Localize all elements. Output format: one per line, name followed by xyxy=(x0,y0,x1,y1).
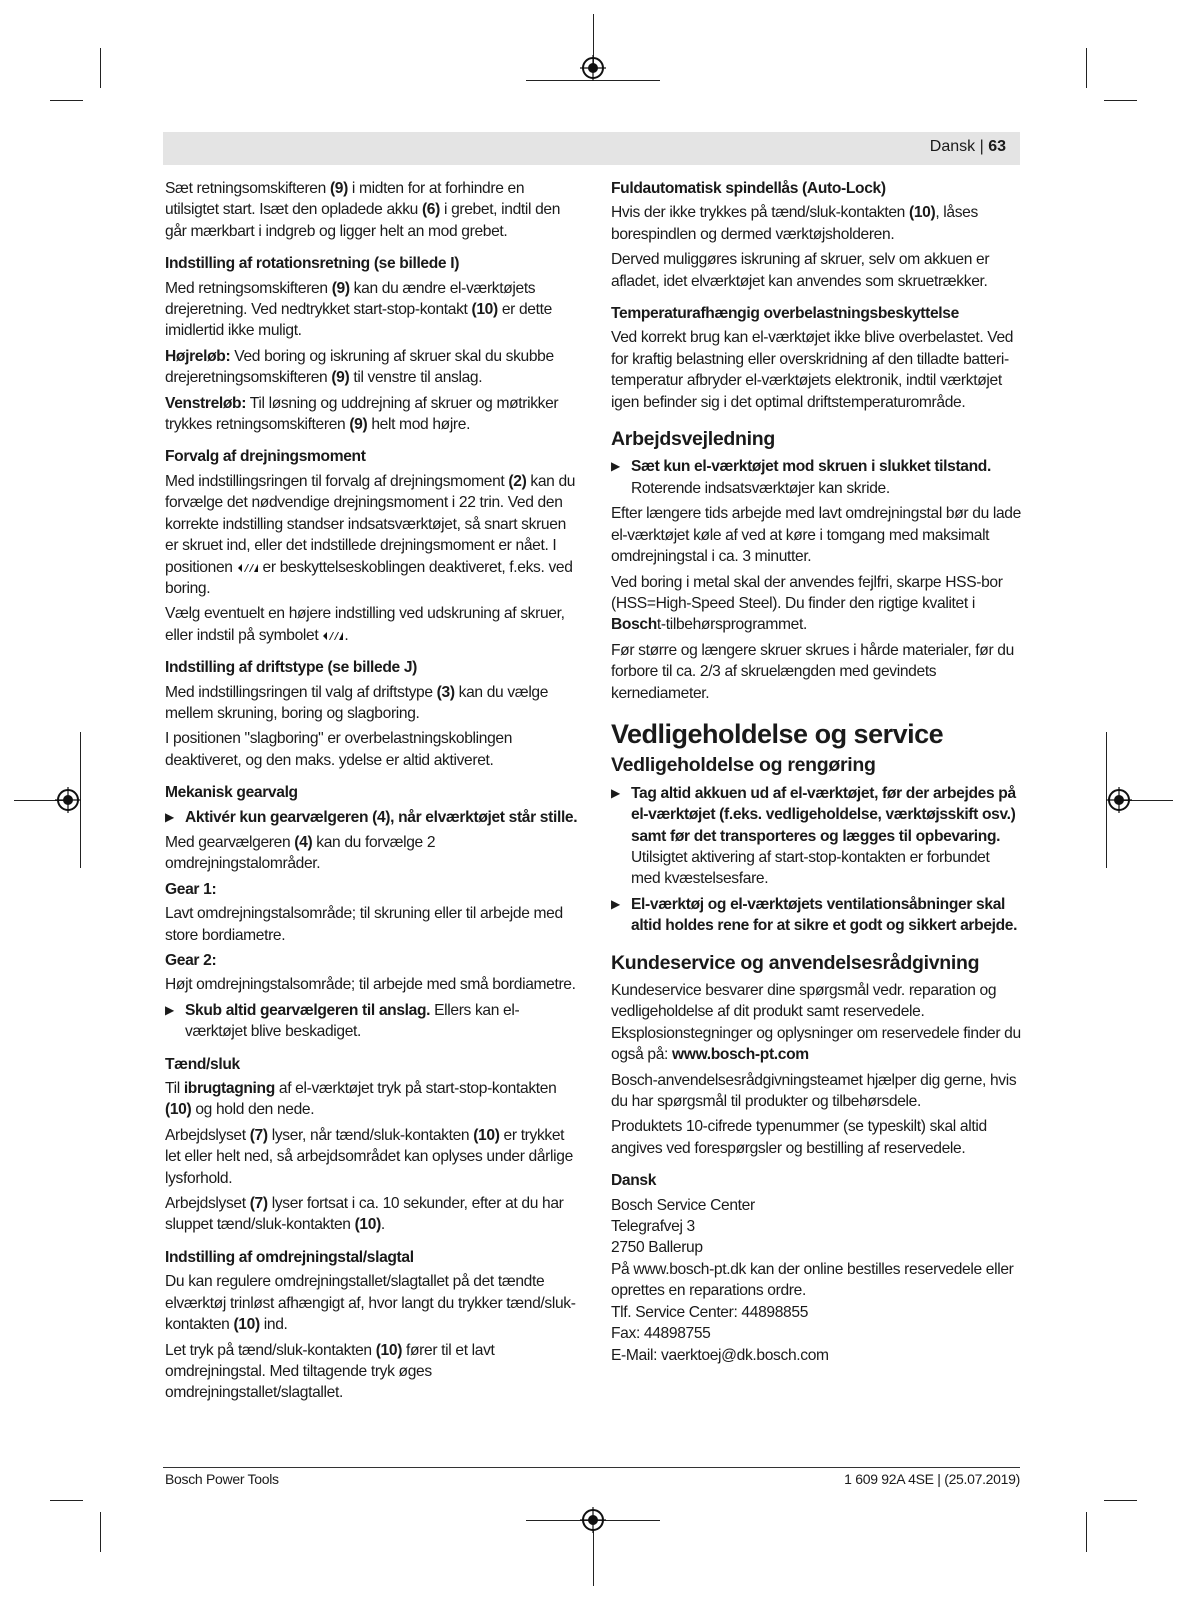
paragraph-torque-2: Vælg eventuelt en højere indstilling ved udskruning af skruer, eller indstil på symbolet . xyxy=(165,605,565,644)
registration-mark-icon xyxy=(580,55,606,81)
paragraph-light-2: Arbejdslyset (7) lyser fortsat i ca. 10 sekunder, efter at du har sluppet tænd/sluk-kontakten (10). xyxy=(165,1195,564,1234)
address-line: 2750 Ballerup xyxy=(611,1239,703,1257)
heading-customer-service: Kundeservice og anvendelsesrådgivning xyxy=(611,951,980,974)
contact-fax: Fax: 44898755 xyxy=(611,1325,711,1343)
drill-symbol-icon xyxy=(322,631,344,641)
bullet-work: ▶ Sæt kun el-værktøjet mod skruen i slukket tilstand. Roterende indsatsværktøjer kan skride. xyxy=(611,456,1021,499)
footer-brand: Bosch Power Tools xyxy=(165,1471,279,1487)
paragraph-torque-1: Med indstillingsringen til forvalg af drejningsmoment (2) kan du forvælge det nødvendige drejningsmoment i 22 trin. Ved den korrekte indstilling standser indsatsværktøjet, så snart skruen er skruet ind, eller det indstillede drejningsmoment er nået. I positionen er beskyttelseskoblingen deaktiveret, f.eks. ved boring. xyxy=(165,472,576,597)
crop-mark xyxy=(100,48,101,88)
registration-mark-icon xyxy=(580,1507,606,1533)
service-address xyxy=(611,1195,1021,1366)
paragraph-gear-1: Lavt omdrejningstalsområde; til skruning eller til arbejde med store bordiametre. xyxy=(165,905,563,944)
paragraph-autolock-1: Hvis der ikke trykkes på tænd/sluk-kontakten (10), låses borespindlen og dermed værktøjsholderen. xyxy=(611,204,978,243)
heading-maintenance-service: Vedligeholdelse og service xyxy=(611,718,944,749)
heading-gear-1: Gear 1: xyxy=(165,880,217,898)
page-header xyxy=(163,132,1020,165)
registration-mark-icon xyxy=(55,787,81,813)
heading-temperature: Temperaturafhængig overbelastningsbeskyttelse xyxy=(611,305,959,323)
heading-maintenance-cleaning: Vedligeholdelse og rengøring xyxy=(611,754,876,777)
right-column xyxy=(611,178,1021,1366)
address-line: Bosch Service Center xyxy=(611,1196,755,1214)
paragraph-temperature: Ved korrekt brug kan el-værktøjet ikke blive overbelastet. Ved for kraftig belastning eller overskridning af den tilladte batteri-temperatur afbryder el-værktøjets elektronik, indtil værktøjet igen befinder sig i det optimal driftstemperaturområde. xyxy=(611,329,1014,411)
paragraph-rotation: Med retningsomskifteren (9) kan du ændre el-værktøjets drejeretning. Ved nedtrykket start-stop-kontakt (10) er dette imidlertid ikke muligt. xyxy=(165,279,552,340)
paragraph-service-2: Bosch-anvendelsesrådgivningsteamet hjælper dig gerne, hvis du har spørgsmål til produkter og tilbehørsdele. xyxy=(611,1071,1017,1111)
crop-mark xyxy=(50,100,83,101)
contact-email: E-Mail: vaerktoej@dk.bosch.com xyxy=(611,1346,829,1364)
paragraph-autolock-2: Derved muliggøres iskruning af skruer, selv om akkuen er afladet, idet elværktøjet kan anvendes som skruetrækker. xyxy=(611,251,990,290)
left-column xyxy=(165,178,579,1408)
heading-torque: Forvalg af drejningsmoment xyxy=(165,448,366,466)
address-line: Telegrafvej 3 xyxy=(611,1218,695,1236)
paragraph-gear-2: Højt omdrejningstalsområde; til arbejde med små bordiametre. xyxy=(165,976,576,994)
paragraph-left-rotation: Venstreløb: Til løsning og uddrejning af skruer og møtrikker trykkes retningsomskifteren (9) helt mod højre. xyxy=(165,394,559,434)
paragraph-on: Til ibrugtagning af el-værktøjet tryk på start-stop-kontakten (10) og hold den nede. xyxy=(165,1080,557,1119)
website-link[interactable]: www.bosch-pt.com xyxy=(672,1046,809,1064)
paragraph-speed-2: Let tryk på tænd/sluk-kontakten (10) fører til et lavt omdrejningstal. Med tiltagende tryk øges omdrejningstallet/slagtallet. xyxy=(165,1341,495,1402)
bullet-gear: ▶ Aktivér kun gearvælgeren (4), når elværktøjet står stille. xyxy=(165,807,579,828)
crop-mark xyxy=(1086,48,1087,88)
header-separator: | xyxy=(979,138,984,155)
heading-on-off: Tænd/sluk xyxy=(165,1055,240,1073)
contact-phone: Tlf. Service Center: 44898855 xyxy=(611,1303,809,1321)
crop-mark xyxy=(1104,100,1137,101)
paragraph-work-3: Før større og længere skruer skrues i hårde materialer, før du forbore til ca. 2/3 af skruelængden med gevindets kernediameter. xyxy=(611,641,1014,702)
bullet-clean-2: ▶ El-værktøj og el-værktøjets ventilationsåbninger skal altid holdes rene for at sikre et godt og sikkert arbejde. xyxy=(611,894,1021,937)
paragraph-light-1: Arbejdslyset (7) lyser, når tænd/sluk-kontakten (10) er trykket let eller helt ned, så arbejdsområdet kan oplyses under dårlige lysforhold. xyxy=(165,1126,573,1187)
page-number: 63 xyxy=(988,138,1006,155)
paragraph-intro: Sæt retningsomskifteren (9) i midten for at forhindre en utilsigtet start. Isæt den opladede akku (6) i grebet, indtil den går mærkbart i indgreb og ligger helt an mod grebet. xyxy=(165,180,561,240)
paragraph-mode-2: I positionen "slagboring" er overbelastningskoblingen deaktiveret, og den maks. ydelse er altid aktiveret. xyxy=(165,730,513,769)
paragraph-work-1: Efter længere tids arbejde med lavt omdrejningstal bør du lade el-værktøjet køle af ved at køre i tomgang med maksimalt omdrejningstal i ca. 3 minutter. xyxy=(611,505,1021,566)
paragraph-right-rotation: Højreløb: Ved boring og iskruning af skruer skal du skubbe drejeretningsomskifteren (9) til venstre til anslag. xyxy=(165,347,554,387)
paragraph-work-2: Ved boring i metal skal der anvendes fejlfri, skarpe HSS-bor (HSS=High-Speed Steel). Du finder den rigtige kvalitet i Boscht-tilbehørsprogrammet. xyxy=(611,573,1003,634)
header-language: Dansk xyxy=(929,138,976,155)
drill-symbol-icon xyxy=(237,563,259,573)
registration-mark-icon xyxy=(1106,787,1132,813)
footer-doc-number: 1 609 92A 4SE | (25.07.2019) xyxy=(844,1471,1020,1487)
heading-rotation: Indstilling af rotationsretning (se billede I) xyxy=(165,255,460,273)
crop-mark xyxy=(50,1500,83,1501)
paragraph-mode-1: Med indstillingsringen til valg af driftstype (3) kan du vælge mellem skruning, boring og slagboring. xyxy=(165,683,549,722)
paragraph-gear: Med gearvælgeren (4) kan du forvælge 2 omdrejningstalområder. xyxy=(165,833,436,873)
heading-gear-2: Gear 2: xyxy=(165,952,217,969)
heading-speed: Indstilling af omdrejningstal/slagtal xyxy=(165,1248,414,1266)
bullet-anslag: ▶ Skub altid gearvælgeren til anslag. Ellers kan el-værktøjet blive beskadiget. xyxy=(165,1000,579,1043)
crop-mark xyxy=(100,1512,101,1552)
bullet-clean-1: ▶ Tag altid akkuen ud af el-værktøjet, før der arbejdes på el-værktøjet (f.eks. vedligeholdelse, værktøjsskift osv.) samt før det transporteres og lægges til opbevaring. Utilsigtet aktivering af start-stop-kontakten er forbundet med kvæstelsesfare. xyxy=(611,783,1021,890)
heading-mode: Indstilling af driftstype (se billede J) xyxy=(165,659,418,677)
crop-mark xyxy=(1086,1512,1087,1552)
footer-divider xyxy=(163,1467,1020,1468)
heading-gear: Mekanisk gearvalg xyxy=(165,784,298,802)
page-header-text xyxy=(930,138,1006,156)
paragraph-service-3: Produktets 10-cifrede typenummer (se typeskilt) skal altid angives ved forespørgsler og bestilling af reservedele. xyxy=(611,1118,987,1157)
paragraph-online-order: På www.bosch-pt.dk kan der online bestilles reservedele eller oprettes en reparations ordre. xyxy=(611,1260,1014,1300)
crop-mark xyxy=(593,1530,594,1586)
heading-autolock: Fuldautomatisk spindellås (Auto-Lock) xyxy=(611,180,886,197)
crop-mark xyxy=(1104,1500,1137,1501)
heading-country: Dansk xyxy=(611,1172,657,1190)
heading-work-instructions: Arbejdsvejledning xyxy=(611,428,775,451)
paragraph-service-1: Kundeservice besvarer dine spørgsmål vedr. reparation og vedligeholdelse af dit produkt samt reservedele. Eksplosionstegninger og oplysninger om reservedele finder du også på: www.bosch-pt.com xyxy=(611,982,1021,1064)
paragraph-speed-1: Du kan regulere omdrejningstallet/slagtallet på det tændte elværktøj trinløst afhængigt af, hvor langt du trykker tænd/sluk-kontakten (10) ind. xyxy=(165,1273,576,1334)
